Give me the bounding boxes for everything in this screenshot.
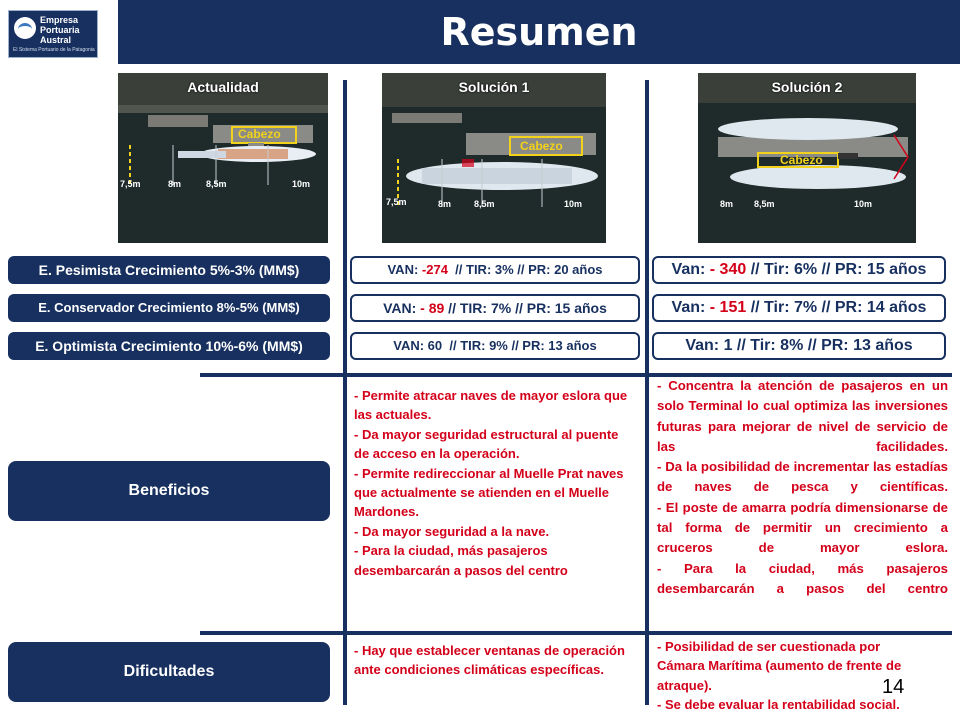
scenario-label-optimista: E. Optimista Crecimiento 10%-6% (MM$) — [8, 332, 330, 360]
column-divider-1 — [343, 80, 347, 705]
photo-actualidad — [118, 73, 328, 243]
depth-label: 10m — [292, 179, 311, 189]
page-number: 14 — [882, 676, 905, 698]
scenario-pesimista-sol2: Van: - 340 // Tir: 6% // PR: 15 años — [652, 256, 946, 284]
cabezo-label: Cabezo — [780, 153, 823, 167]
logo-line-2: Portuaria — [40, 25, 80, 35]
photo-label: Solución 2 — [771, 79, 843, 95]
scenario-optimista-sol2: Van: 1 // Tir: 8% // PR: 13 años — [652, 332, 946, 360]
scenario-conservador-sol2: Van: - 151 // Tir: 7% // PR: 14 años — [652, 294, 946, 322]
depth-label: 7,5m — [386, 197, 407, 207]
depth-label: 8,5m — [754, 199, 775, 209]
list-item: - Posibilidad de ser cuestionada por Cámara Marítima (aumento de frente de atraque). — [657, 639, 902, 693]
list-item: - Permite atracar naves de mayor eslora que las actuales. — [354, 388, 628, 423]
dificultades-sol2-list — [657, 637, 903, 715]
depth-label: 8,5m — [206, 179, 227, 189]
scenario-pesimista-sol1: VAN: -274 // TIR: 3% // PR: 20 años — [350, 256, 640, 284]
cabezo-label: Cabezo — [520, 139, 563, 153]
list-item: - Da mayor seguridad a la nave. — [354, 523, 550, 539]
aerial-map-solucion-1 — [382, 73, 606, 243]
list-item: - Da mayor seguridad estructural al puente de acceso en la operación. — [354, 426, 619, 462]
beneficios-sol1-list — [354, 386, 636, 580]
scenario-optimista-sol1: VAN: 60 // TIR: 9% // PR: 13 años — [350, 332, 640, 360]
logo-tagline: El Sistema Portuario de la Patagonia — [13, 47, 95, 53]
list-item: - Hay que establecer ventanas de operación ante condiciones climáticas específicas. — [354, 643, 625, 678]
depth-label: 10m — [854, 199, 873, 209]
list-item: - Permite redireccionar al Muelle Prat naves que actualmente se atienden en el Muelle Mardones. — [354, 465, 624, 520]
list-item: - Da la posibilidad de incrementar las estadías de naves de pesca y científicas. — [657, 459, 948, 495]
photo-label: Solución 1 — [458, 79, 530, 95]
list-item: - Concentra la atención de pasajeros en un solo Terminal lo cual optimiza las inversiones futuras para mejorar de nivel de servicio de las facilidades. — [657, 378, 948, 454]
beneficios-label: Beneficios — [8, 461, 330, 521]
logo-emblem-icon — [14, 17, 36, 39]
cabezo-label: Cabezo — [238, 127, 281, 141]
beneficios-sol2-list — [657, 376, 948, 599]
company-logo — [8, 10, 98, 58]
photo-label: Actualidad — [187, 79, 259, 95]
photo-solucion-1 — [382, 73, 606, 243]
aerial-map-actualidad — [118, 73, 328, 243]
depth-label: 8m — [168, 179, 182, 189]
dificultades-label: Dificultades — [8, 642, 330, 702]
logo-line-3: Austral — [40, 35, 72, 45]
scenario-conservador-sol1: VAN: - 89 // TIR: 7% // PR: 15 años — [350, 294, 640, 322]
list-item: - Se debe evaluar la rentabilidad social. — [657, 697, 900, 713]
list-item: - El poste de amarra podría dimensionarse de tal forma de permitir un crecimiento a cruceros de mayor eslora. — [657, 499, 948, 556]
depth-label: 10m — [564, 199, 583, 209]
dificultades-sol1-list — [354, 641, 636, 680]
column-divider-2 — [645, 80, 649, 705]
depth-label: 8m — [438, 199, 452, 209]
header — [0, 0, 960, 64]
title-bar — [118, 0, 960, 64]
list-item: - Para la ciudad, más pasajeros desembarcarán a pasos del centro — [354, 543, 568, 578]
scenario-label-conservador: E. Conservador Crecimiento 8%-5% (MM$) — [8, 294, 330, 322]
scenario-label-pesimista: E. Pesimista Crecimiento 5%-3% (MM$) — [8, 256, 330, 284]
list-item: - Para la ciudad, más pasajeros desembarcarán a pasos del centro — [657, 560, 948, 596]
depth-label: 8,5m — [474, 199, 495, 209]
depth-label: 7,5m — [120, 179, 141, 189]
photo-solucion-2 — [698, 73, 916, 243]
page-title: Resumen — [440, 10, 638, 54]
logo-line-1: Empresa — [40, 15, 79, 25]
section-divider-middle — [200, 631, 952, 635]
depth-label: 8m — [720, 199, 734, 209]
